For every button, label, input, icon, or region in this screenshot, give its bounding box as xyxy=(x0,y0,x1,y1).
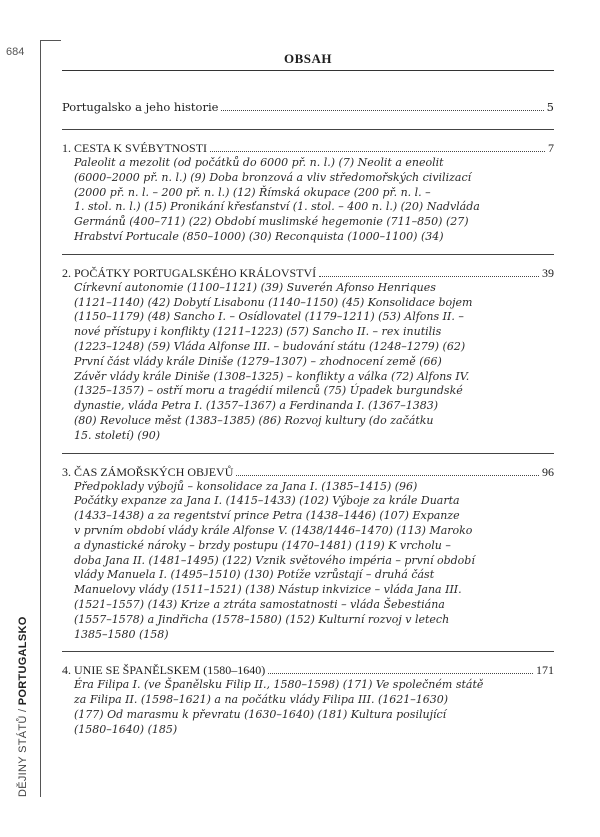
subsection-line: Počátky expanze za Jana I. (1415–1433) (102) Výboje za krále Duarta xyxy=(74,494,460,508)
subsection-line: (1433–1438) a za regentství prince Petra (1438–1446) (107) Expanze xyxy=(74,509,460,523)
subsection-line: První část vlády krále Diniše (1279–1307) – zhodnocení země (66) xyxy=(74,354,442,368)
chapter-title: 4. UNIE SE ŠPANĚLSKEM (1580–1640) xyxy=(62,663,266,678)
subsection-line: 15. století) (90) xyxy=(74,428,161,442)
subsection-line: (2000 př. n. l. – 200 př. n. l.) (12) Římská okupace (200 př. n. l. – xyxy=(74,185,431,199)
dot-leader xyxy=(236,475,539,476)
subsection-line: (177) Od marasmu k převratu (1630–1640) (181) Kultura posilující xyxy=(74,707,447,721)
subsection-line: (80) Revoluce měst (1383–1385) (86) Rozvoj kultury (do začátku xyxy=(74,413,434,427)
header-rule xyxy=(62,70,554,71)
toc-entry-label: Portugalsko a jeho historie xyxy=(62,100,219,114)
chapter-heading[interactable] xyxy=(62,663,554,678)
subsection-line: za Filipa II. (1598–1621) a na počátku vlády Filipa III. (1621–1630) xyxy=(74,693,449,707)
chapter-subsections xyxy=(74,156,554,245)
dot-leader xyxy=(319,276,539,277)
chapter-separator xyxy=(62,651,554,652)
subsection-line: Paleolit a mezolit (od počátků do 6000 př. n. l.) (7) Neolit a eneolit xyxy=(74,156,444,169)
chapter-page: 39 xyxy=(542,265,554,280)
dot-leader xyxy=(210,151,545,152)
chapter-3 xyxy=(62,465,554,643)
chapter-1 xyxy=(62,141,554,245)
chapter-page: 171 xyxy=(536,663,554,678)
subsection-line: (1150–1179) (48) Sancho I. – Osídlovatel (1179–1211) (53) Alfons II. – xyxy=(74,310,464,324)
toc-content xyxy=(62,100,554,738)
subsection-line: (6000–2000 př. n. l.) (9) Doba bronzová a vliv středomořských civilizací xyxy=(74,170,472,184)
subsection-line: (1580–1640) (185) xyxy=(74,722,178,736)
chapter-4 xyxy=(62,663,554,737)
page-number: 684 xyxy=(6,46,25,58)
dot-leader xyxy=(221,110,543,111)
subsection-line: Závěr vlády krále Diniše (1308–1325) – konflikty a válka (72) Alfons IV. xyxy=(74,369,470,383)
subsection-line: Hrabství Portucale (850–1000) (30) Reconquista (1000–1100) (34) xyxy=(74,229,444,243)
subsection-line: (1557–1578) a Jindřicha (1578–1580) (152) Kulturní rozvoj v letech xyxy=(74,612,450,626)
subsection-line: Germánů (400–711) (22) Období muslimské hegemonie (711–850) (27) xyxy=(74,215,469,229)
chapter-subsections xyxy=(74,678,554,737)
subsection-line: (1325–1357) – ostří moru a tragédií milenců (75) Úpadek burgundské xyxy=(74,384,463,398)
chapter-heading[interactable] xyxy=(62,465,554,480)
side-running-title xyxy=(17,616,29,797)
chapter-heading[interactable] xyxy=(62,266,554,281)
chapter-2 xyxy=(62,266,554,444)
chapter-heading[interactable] xyxy=(62,141,554,156)
chapter-title: 3. ČAS ZÁMOŘSKÝCH OBJEVŮ xyxy=(62,464,234,479)
subsection-line: Éra Filipa I. (ve Španělsku Filip II., 1580–1598) (171) Ve společném státě xyxy=(74,678,484,692)
chapter-separator xyxy=(62,254,554,255)
chapter-subsections xyxy=(74,480,554,643)
subsection-line: (1121–1140) (42) Dobytí Lisabonu (1140–1150) (45) Konsolidace bojem xyxy=(74,295,473,309)
page-title: OBSAH xyxy=(283,51,332,66)
chapter-title: 2. POČÁTKY PORTUGALSKÉHO KRÁLOVSTVÍ xyxy=(62,265,317,280)
subsection-line: Manuelovy vlády (1511–1521) (138) Nástup inkvizice – vláda Jana III. xyxy=(74,583,462,597)
subsection-line: Předpoklady výbojů – konsolidace za Jana I. (1385–1415) (96) xyxy=(74,479,418,493)
subsection-line: v prvním období vlády krále Alfonse V. (1438/1446–1470) (113) Maroko xyxy=(74,523,473,537)
dot-leader xyxy=(268,673,533,674)
subsection-line: 1385–1580 (158) xyxy=(74,627,169,641)
subsection-line: Církevní autonomie (1100–1121) (39) Suverén Afonso Henriques xyxy=(74,280,436,294)
subsection-line: 1. stol. n. l.) (15) Pronikání křesťanství (1. stol. – 400 n. l.) (20) Nadvláda xyxy=(74,200,480,214)
chapter-title: 1. CESTA K SVÉBYTNOSTI xyxy=(62,141,208,155)
subsection-line: doba Jana II. (1481–1495) (122) Vznik světového impéria – první období xyxy=(74,553,475,567)
subsection-line: (1521–1557) (143) Krize a ztráta samostatnosti – vláda Šebestiána xyxy=(74,597,445,611)
chapter-page: 7 xyxy=(548,141,554,155)
subsection-line: vlády Manuela I. (1495–1510) (130) Potíže vzrůstají – druhá část xyxy=(74,568,435,582)
side-running-title-country: PORTUGALSKO xyxy=(17,616,29,706)
chapter-separator xyxy=(62,453,554,454)
subsection-line: (1223–1248) (59) Vláda Alfonse III. – budování státu (1248–1279) (62) xyxy=(74,339,466,353)
top-tick-rule xyxy=(41,40,61,41)
chapter-subsections xyxy=(74,281,554,444)
subsection-line: a dynastické nároky – brzdy postupu (1470–1481) (119) K vrcholu – xyxy=(74,538,451,552)
chapter-page: 96 xyxy=(542,464,554,479)
chapter-separator xyxy=(62,129,554,130)
subsection-line: dynastie, vláda Petra I. (1357–1367) a Ferdinanda I. (1367–1383) xyxy=(74,399,439,413)
margin-rule xyxy=(40,40,41,797)
page-header xyxy=(62,48,554,67)
toc-entry-intro[interactable] xyxy=(62,100,554,115)
side-running-title-prefix: DĚJINY STÁTŮ / xyxy=(17,705,29,797)
toc-entry-page: 5 xyxy=(546,100,554,114)
subsection-line: nové přístupy i konflikty (1211–1223) (57) Sancho II. – rex inutilis xyxy=(74,325,442,339)
